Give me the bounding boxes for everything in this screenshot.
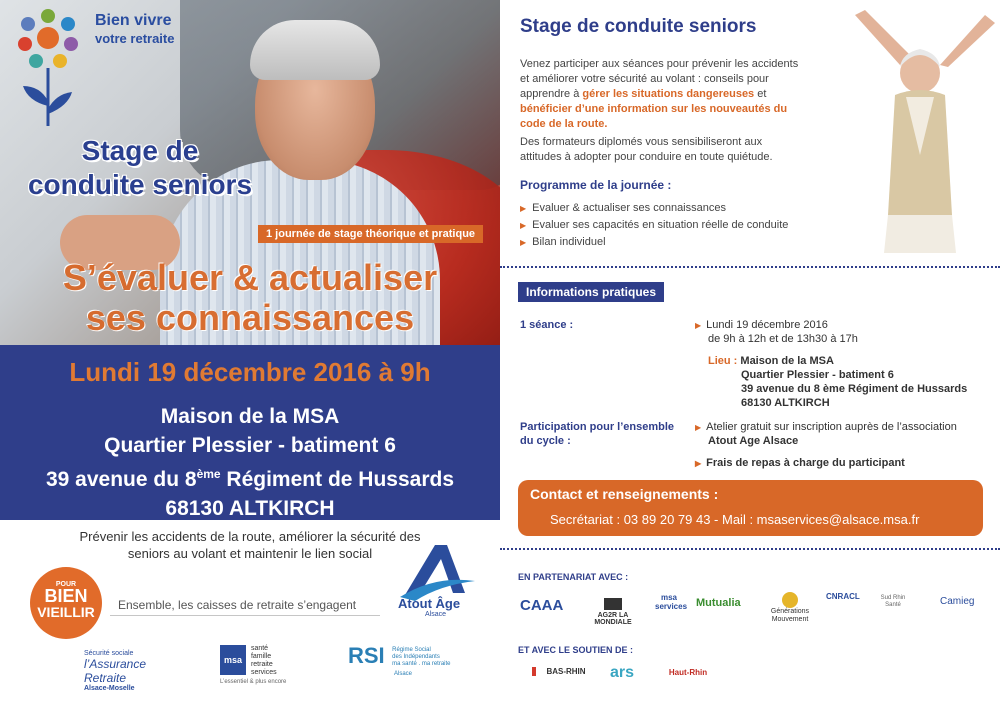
address-line-3 <box>0 460 500 494</box>
ar-top: Sécurité sociale <box>84 650 134 657</box>
pour-bien-vieillir-logo <box>30 567 102 639</box>
ar-name-2: Retraite <box>84 671 127 685</box>
intro-highlight-2: bénéficier d’une information sur les nouveautés du code de la route. <box>520 103 788 130</box>
msa-line: retraite <box>250 661 273 668</box>
event-date: Lundi 19 décembre 2016 à 9h <box>69 357 431 387</box>
pbv-pour: POUR <box>55 581 77 588</box>
hero-title-line-1: Stage de <box>81 135 199 166</box>
seance-date: ▶ Lundi 19 décembre 2016 <box>695 319 828 331</box>
atout-age-name: Atout Âge <box>398 596 461 611</box>
sun-icon <box>782 592 798 608</box>
intro-highlight-1: gérer les situations dangereuses <box>582 88 755 100</box>
pbv-vieillir: VIEILLIR <box>37 604 95 620</box>
ar-region: Alsace-Moselle <box>84 685 135 692</box>
partner-logo-ag2r-text: AG2R LA MONDIALE <box>594 612 632 626</box>
partner-logo-msa-services: msa services <box>655 593 688 611</box>
ag2r-icon <box>604 598 622 610</box>
partner-logo-caaa: CAAA <box>520 597 564 614</box>
address-line-1: Maison de la MSA <box>160 405 340 428</box>
lieu-line-4: 68130 ALTKIRCH <box>741 397 830 409</box>
hero-subtitle-badge: 1 journée de stage théorique et pratique <box>258 225 483 243</box>
atout-age-region: Alsace <box>425 611 447 618</box>
address-line-4: 68130 ALTKIRCH <box>165 497 335 520</box>
participation-2: Atout Age Alsace <box>708 435 799 447</box>
hero-headline-line-2: ses connaissances <box>85 297 415 338</box>
logo-title-1: Bien vivre <box>95 12 172 29</box>
rsi-logo <box>348 643 458 677</box>
tagline-divider <box>110 615 380 616</box>
intro-a: Venez participer aux séances pour prévenir les accidents et améliorer votre sécurité au volant : conseils pour apprendre à <box>520 58 799 100</box>
ar-name-1: l’Assurance <box>84 657 147 671</box>
address-line-3-pre: 39 avenue du 8 <box>45 468 197 491</box>
programme-item: ▶ Evaluer ses capacités en situation réelle de conduite <box>520 217 840 234</box>
logo-title-2: votre retraite <box>95 31 175 46</box>
lieu-block <box>708 354 834 368</box>
date-address-band <box>0 345 500 520</box>
caisses-retraite-tagline: Ensemble, les caisses de retraite s’engagent <box>118 598 357 612</box>
participation-1: ▶ Atelier gratuit sur inscription auprès de l’association <box>695 421 957 433</box>
partner-logo-generations-text: Générations Mouvement <box>770 608 810 623</box>
rsi-region: Alsace <box>393 671 412 677</box>
address-line-3-post: Régiment de Hussards <box>220 468 454 491</box>
address-line-3-sup: ème <box>196 467 221 481</box>
right-title: Stage de conduite seniors <box>520 16 757 37</box>
msa-tag: L’essentiel & plus encore <box>220 679 287 685</box>
rsi-lines <box>392 647 450 668</box>
hero-title-line-2: conduite seniors <box>27 169 253 200</box>
msa-line: santé <box>250 645 269 652</box>
lieu-line-3: 39 avenue du 8 ème Régiment de Hussards <box>741 383 968 395</box>
right-panel <box>500 0 1000 707</box>
slogan: Prévenir les accidents de la route, améliorer la sécurité des seniors au volant et maintenir le lien social <box>79 529 421 561</box>
msa-box: msa <box>220 645 246 675</box>
participation-label-1: Participation pour l’ensemble <box>520 421 675 433</box>
participation-3: ▶ Frais de repas à charge du participant <box>695 457 905 469</box>
rsi-name: RSI <box>348 643 385 668</box>
bien-vivre-flower-logo <box>8 6 88 132</box>
cheering-senior-woman-photo <box>840 5 1000 255</box>
hero-photo <box>0 0 500 345</box>
partner-title: EN PARTENARIAT AVEC : <box>518 572 629 582</box>
support-logo-haut-rhin: Haut-Rhin <box>668 668 708 677</box>
rsi-line: ma santé . ma retraite <box>392 661 451 667</box>
support-title: ET AVEC LE SOUTIEN DE : <box>518 645 634 655</box>
support-logo-ars: ars <box>610 664 635 681</box>
event-address <box>0 402 500 523</box>
seance-label: 1 séance : <box>520 319 574 331</box>
intro-text <box>520 57 805 132</box>
rsi-line: Régime Social <box>392 647 431 653</box>
section-divider <box>500 548 1000 550</box>
intro-b: et <box>754 88 767 100</box>
msa-line: services <box>250 669 277 676</box>
trainers-text: Des formateurs diplomés vous sensibiliseront aux attitudes à adopter pour conduire en toute quiétude. <box>520 136 773 163</box>
participation-3-text: Frais de repas à charge du participant <box>706 457 905 469</box>
hero-title <box>20 134 260 202</box>
partner-logo-generations-mouvement <box>762 592 818 624</box>
assurance-retraite-logo <box>84 650 184 692</box>
programme-title: Programme de la journée : <box>520 178 672 192</box>
support-logo-bas-rhin: BAS-RHIN <box>532 667 592 676</box>
contact-title: Contact et renseignements : <box>530 486 719 502</box>
msa-line: famille <box>250 653 272 660</box>
seance-hours: de 9h à 12h et de 13h30 à 17h <box>708 333 858 345</box>
partner-logo-camieg: Camieg <box>940 596 975 607</box>
address-line-2: Quartier Plessier - batiment 6 <box>104 434 396 457</box>
rsi-line: des Indépendants <box>392 654 440 660</box>
partner-logo-mutualia: Mutualia <box>696 597 741 609</box>
contact-line: Secrétariat : 03 89 20 79 43 - Mail : msaservices@alsace.msa.fr <box>550 512 920 527</box>
programme-list <box>520 200 840 251</box>
participation-label <box>520 420 674 448</box>
info-section-tab: Informations pratiques <box>518 282 664 302</box>
programme-item: ▶ Evaluer & actualiser ses connaissances <box>520 200 840 217</box>
hero-headline <box>0 258 500 338</box>
lieu-line-2: Quartier Plessier - batiment 6 <box>741 369 894 381</box>
msa-lines <box>251 645 277 677</box>
lieu-line-1: Maison de la MSA <box>740 355 834 367</box>
driver-hair <box>250 20 380 80</box>
pbv-bien: BIEN <box>44 586 88 606</box>
partner-logo-cnracl: CNRACL <box>826 592 860 601</box>
partner-logo-sud-rhin: Sud Rhin Santé <box>880 595 906 608</box>
participation-1-text: Atelier gratuit sur inscription auprès de l’association <box>706 421 957 433</box>
programme-item: ▶ Bilan individuel <box>520 234 840 251</box>
hero-headline-line-1: S’évaluer & actualiser <box>62 257 438 298</box>
seance-date-text: Lundi 19 décembre 2016 <box>706 319 828 331</box>
partner-logo-ag2r <box>582 598 644 626</box>
contact-box <box>518 480 983 536</box>
lieu-label: Lieu : <box>708 355 738 367</box>
msa-logo <box>220 645 330 685</box>
participation-label-2: du cycle : <box>520 435 571 447</box>
bien-vivre-logo-text <box>95 12 174 48</box>
section-divider <box>500 266 1000 268</box>
